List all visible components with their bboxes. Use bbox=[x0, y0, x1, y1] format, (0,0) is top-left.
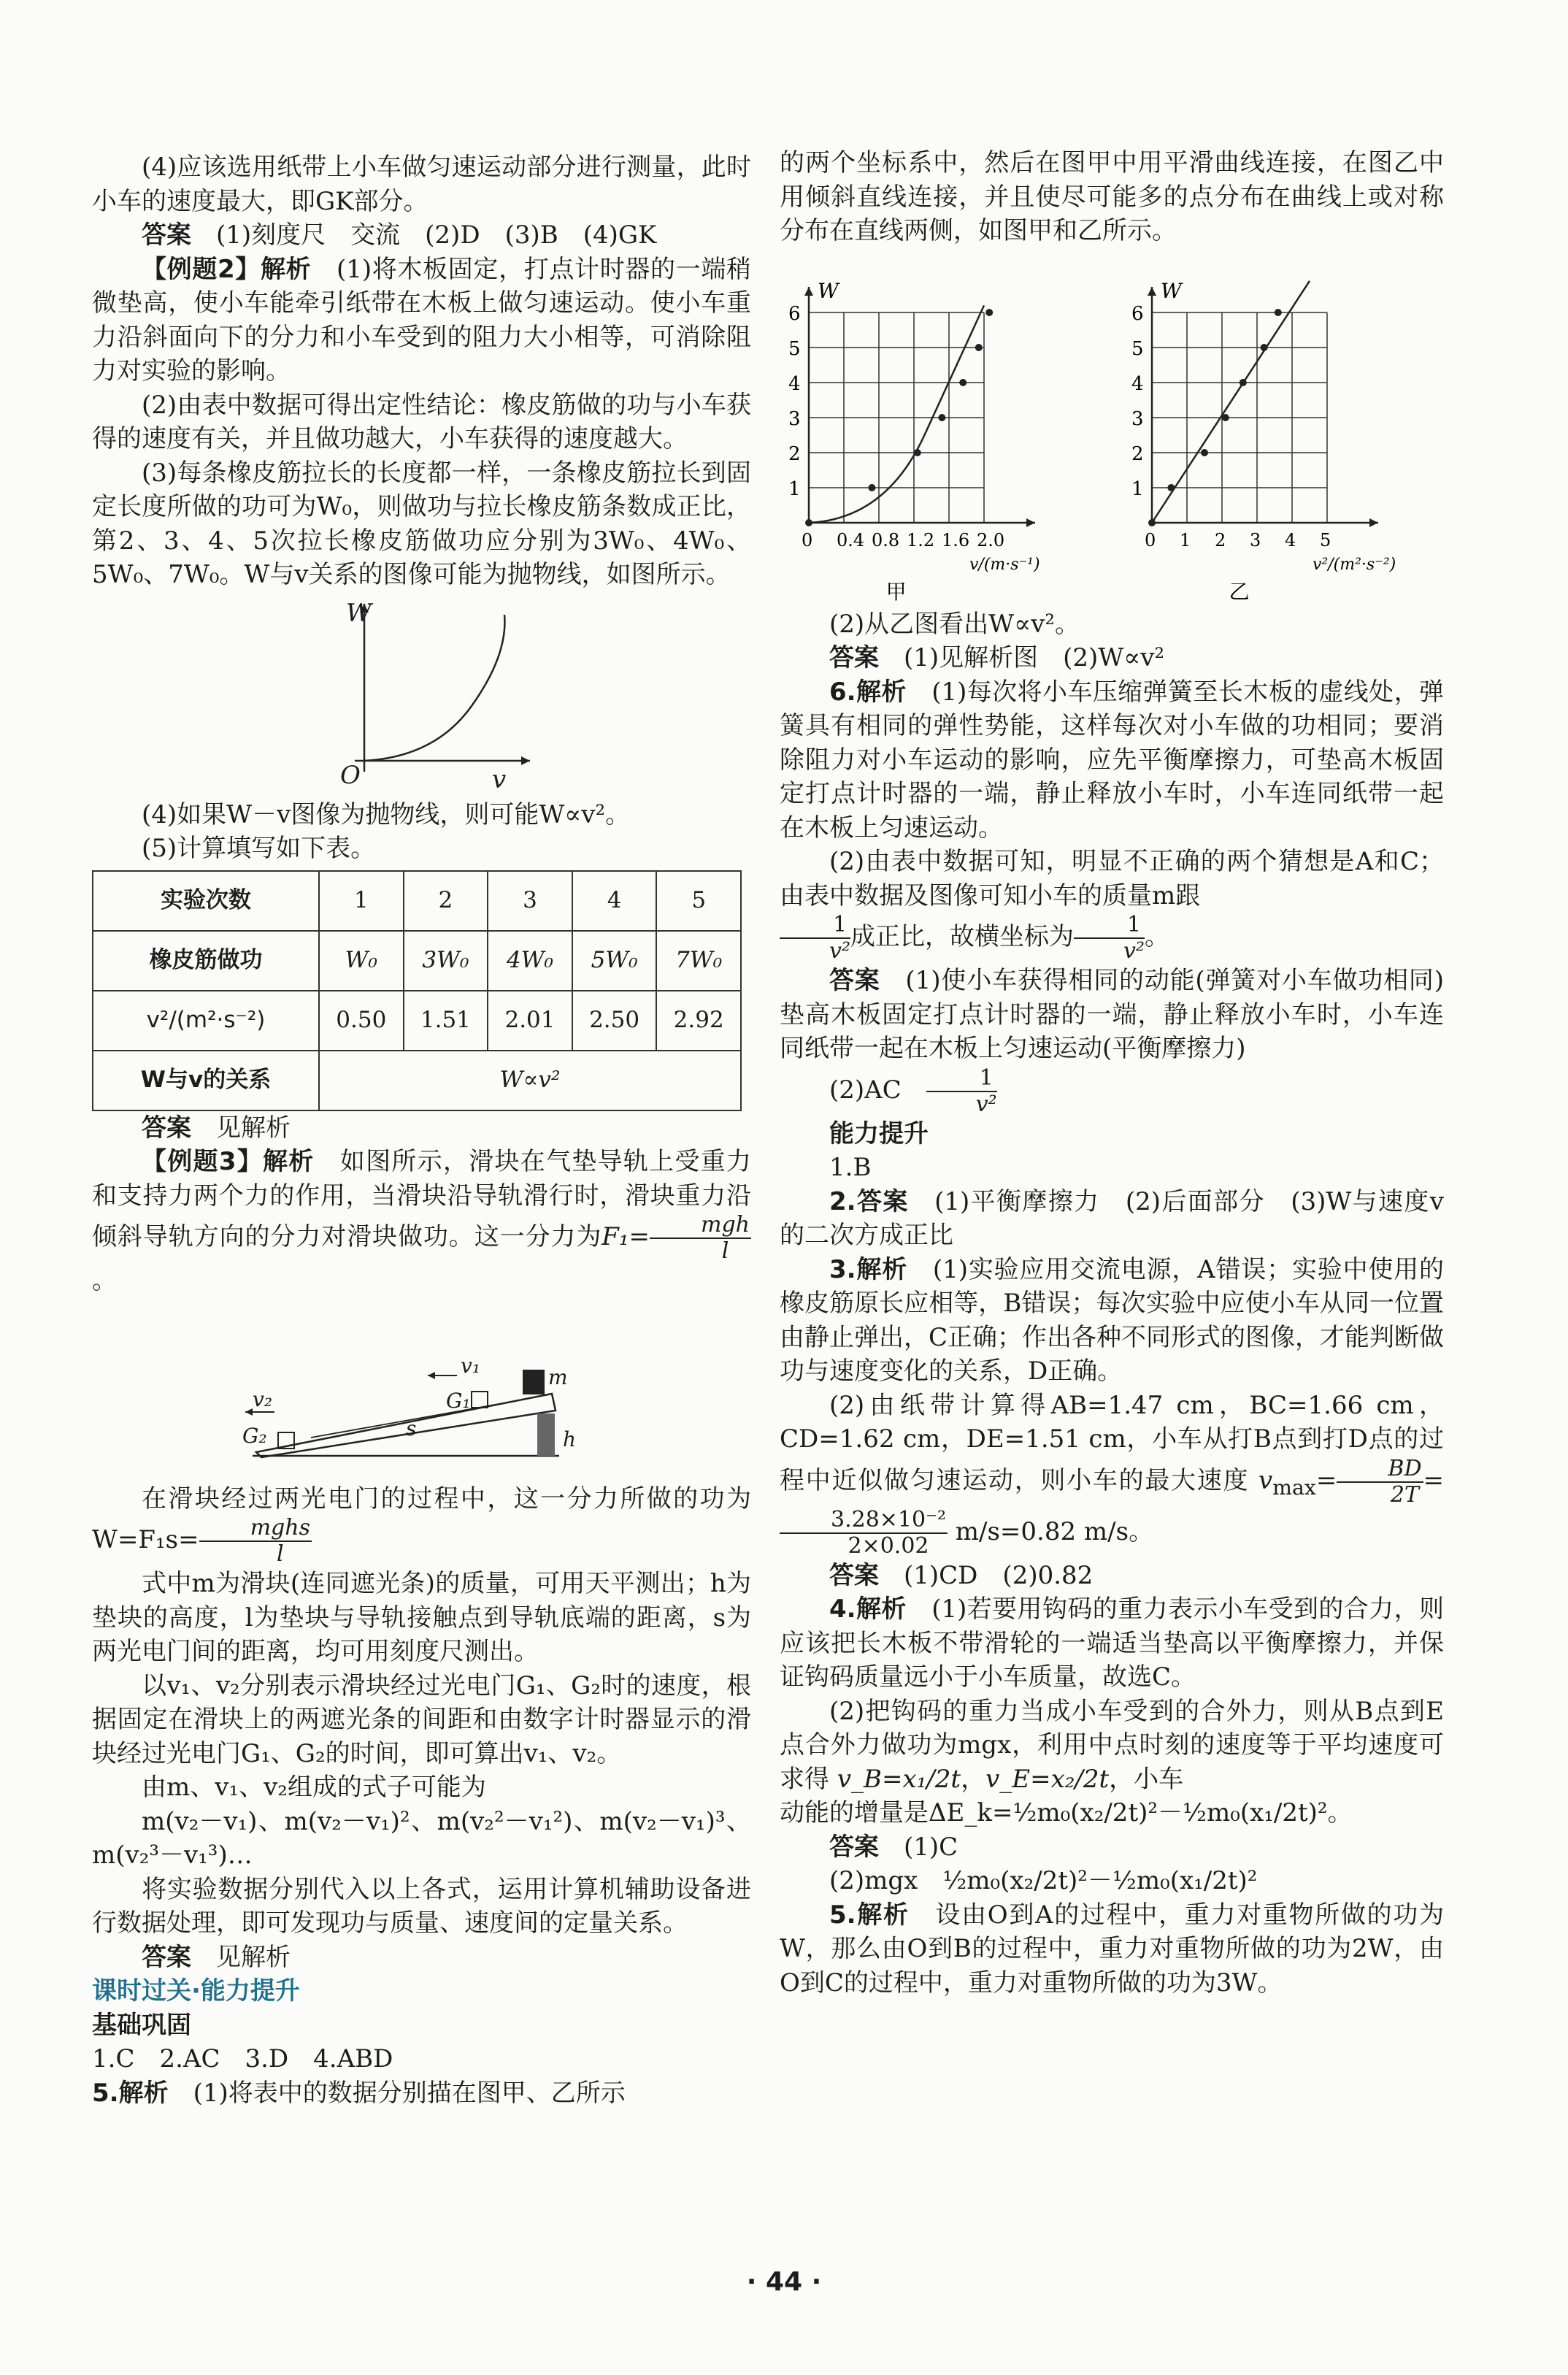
label-h: h bbox=[563, 1427, 577, 1451]
table-cell: 橡皮筋做功 bbox=[93, 931, 319, 991]
y-tick-label: 2 bbox=[788, 442, 801, 465]
y-tick-label: 6 bbox=[1131, 302, 1144, 325]
table-cell: v²/(m²·s⁻²) bbox=[93, 991, 319, 1051]
paragraph: 以v₁、v₂分别表示滑块经过光电门G₁、G₂时的速度，根据固定在滑块上的两遮光条的间距和由数字计时器显示的滑块经过光电门G₁、G₂的时间，即可算出v₁、v₂。 bbox=[92, 1670, 751, 1768]
y-axis-label: W bbox=[1161, 278, 1182, 303]
y-tick-label: 3 bbox=[788, 407, 801, 430]
paragraph: (2)从乙图看出W∝v²。 bbox=[829, 609, 1080, 639]
table-cell: W₀ bbox=[319, 931, 404, 991]
label-s: s bbox=[406, 1416, 417, 1440]
y-axis-label: W bbox=[818, 278, 839, 303]
table-cell: 2 bbox=[404, 871, 488, 931]
answer-line: 2.答案 (1)平衡摩擦力 (2)后面部分 (3)W与速度v的二次方成正比 bbox=[780, 1186, 1444, 1250]
question-5b: 5.解析 设由O到A的过程中，重力对重物所做的功为W，那么由O到B的过程中，重力对重物所做的功为2W，由O到C的过程中，重力对重物所做的功为3W。 bbox=[780, 1900, 1445, 1998]
table-cell: 1 bbox=[319, 871, 404, 931]
x-tick-label: 0 bbox=[802, 529, 813, 550]
y-axis-arrow bbox=[1148, 287, 1156, 296]
paragraph: 在滑块经过两光电门的过程中，这一分力所做的功为W=F₁s= $\frac{\text{mghs}}{l}$ bbox=[92, 1484, 751, 1567]
paragraph: 式中m为滑块(连同遮光条)的质量，可用天平测出；h为垫块的高度，l为垫块与导轨接触点到导轨底端的距离，s为两光电门间的距离，均可用刻度尺测出。 bbox=[92, 1569, 751, 1666]
axis-label-w: W bbox=[346, 598, 372, 628]
paragraph: (2)由表中数据可得出定性结论：橡皮筋做的功与小车获得的速度有关，并且做功越大，小车获得的速度越大。 bbox=[92, 390, 751, 453]
answer-line: 答案 (1)使小车获得相同的动能(弹簧对小车做功相同) 垫高木板固定打点计时器的一端，静止释放小车时，小车连同纸带一起在木板上匀速运动(平衡摩擦力) bbox=[780, 966, 1469, 1063]
data-point bbox=[805, 519, 812, 526]
y-tick-label: 1 bbox=[788, 477, 801, 500]
table-cell: 2.50 bbox=[572, 991, 657, 1051]
table-cell: 0.50 bbox=[319, 991, 404, 1051]
y-axis-arrow bbox=[804, 287, 813, 296]
label-m: m bbox=[548, 1365, 568, 1389]
data-point bbox=[914, 449, 921, 456]
x-axis-label: v²/(m²·s⁻²) bbox=[1313, 555, 1396, 574]
page-number: · 44 · bbox=[746, 2267, 822, 2297]
table-cell: 2.92 bbox=[656, 991, 741, 1051]
table-row bbox=[93, 1051, 741, 1110]
question-6: 6.解析 (1)每次将小车压缩弹簧至长木板的虚线处，弹簧具有相同的弹性势能，这样每次对小车做的功相同；要消除阻力对小车运动的影响，应先平衡摩擦力，可垫高木板固定打点计时器的一端，静止释放小车时，小车连同纸带一起在木板上匀速运动。 bbox=[780, 677, 1444, 843]
x-axis-label: v/(m·s⁻¹) bbox=[969, 555, 1040, 574]
paragraph: (2)由表中数据可知，明显不正确的两个猜想是A和C；由表中数据及图像可知小车的质量m跟 $\frac{1}{\text{v²}}$ 成正比，故横坐标为 $\frac{1}{\text{v²}}$ 。 bbox=[780, 847, 1444, 964]
y-tick-label: 2 bbox=[1131, 442, 1144, 465]
table-cell: 3 bbox=[488, 871, 572, 931]
answers-line: 1.C 2.AC 3.D 4.ABD bbox=[92, 2044, 393, 2073]
paragraph: m(v₂－v₁)、m(v₂－v₁)²、m(v₂²－v₁²)、m(v₂－v₁)³、m(v₂³－v₁³)… bbox=[92, 1806, 751, 1870]
example-2: 【例题2】解析 (1)将木板固定，打点计时器的一端稍微垫高，使小车能牵引纸带在木板上做匀速运动。使小车重力沿斜面向下的分力和小车受到的阻力大小相等，可消除阻力对实验的影响。 bbox=[92, 254, 751, 385]
paragraph: (2)由纸带计算得AB=1.47 cm，BC=1.66 cm，CD=1.62 cm，DE=1.51 cm，小车从打B点到打D点的过程中近似做匀速运动，则小车的最大速度 $v_{max}=$ $\frac{BD}{2T}$ = $\frac{\text{3.28×10⁻²}}{2\times 0.02}$ m/s=0.82 m/s。 bbox=[780, 1390, 1445, 1559]
data-curve bbox=[809, 305, 984, 523]
table-cell: 7W₀ bbox=[656, 931, 741, 991]
x-tick-label: 0 bbox=[1145, 529, 1156, 550]
graph-caption: 甲 bbox=[885, 579, 907, 603]
air-track-diagram bbox=[92, 1302, 751, 1478]
left-column bbox=[92, 150, 751, 2110]
answer-line: 答案 见解析 bbox=[142, 1113, 291, 1143]
paragraph: 动能的增量是ΔE_k=½m₀(x₂/2t)²－½m₀(x₁/2t)²。 bbox=[780, 1798, 1353, 1827]
table-cell: 1.51 bbox=[404, 991, 488, 1051]
answer-line: 答案 (1)C bbox=[829, 1832, 958, 1862]
paragraph: (3)每条橡皮筋拉长的长度都一样，一条橡皮筋拉长到固定长度所做的功可为W₀，则做功与拉长橡皮筋条数成正比，第2、3、4、5次拉长橡皮筋做功应分别为3W₀、4W₀、5W₀、7W₀。W与v关系的图像可能为抛物线，如图所示。 bbox=[92, 458, 751, 589]
table-row bbox=[93, 991, 741, 1051]
label-v1: v₁ bbox=[461, 1353, 481, 1378]
answer-line: 1.B bbox=[829, 1153, 872, 1182]
table-cell: 实验次数 bbox=[93, 871, 319, 931]
x-tick-label: 0.4 bbox=[837, 529, 865, 550]
x-tick-label: 2 bbox=[1215, 529, 1226, 550]
x-axis-arrow bbox=[1369, 518, 1378, 527]
table-cell: 3W₀ bbox=[404, 931, 488, 991]
answer-line: (2)AC $\frac{1}{\text{v²}}$ bbox=[829, 1064, 997, 1117]
answer-line: 答案 (1)见解析图 (2)W∝v² bbox=[829, 643, 1165, 672]
label-g1: G₁ bbox=[446, 1388, 471, 1413]
axis-origin: O bbox=[340, 760, 361, 790]
label-v2: v₂ bbox=[253, 1386, 273, 1411]
y-tick-label: 1 bbox=[1131, 477, 1144, 500]
example-3: 【例题3】解析 如图所示，滑块在气垫导轨上受重力和支持力两个力的作用，当滑块沿导轨滑行时，滑块重力沿倾斜导轨方向的分力对滑块做功。这一分力为F₁= $\frac{\text{mgh}}{l}$ 。 bbox=[92, 1147, 752, 1295]
y-tick-label: 4 bbox=[1131, 372, 1144, 395]
data-point bbox=[1261, 344, 1268, 351]
table-cell: 5W₀ bbox=[572, 931, 657, 991]
question-4: 4.解析 (1)若要用钩码的重力表示小车受到的合力，则应该把长木板不带滑轮的一端适当垫高以平衡摩擦力，并保证钩码质量远小于小车质量，故选C。 bbox=[780, 1595, 1444, 1692]
data-point bbox=[1167, 484, 1175, 491]
table-cell: 2.01 bbox=[488, 991, 572, 1051]
right-column bbox=[780, 146, 1469, 2000]
answer-line: 答案 (1)刻度尺 交流 (2)D (3)B (4)GK bbox=[142, 220, 657, 250]
data-point bbox=[1222, 414, 1229, 421]
question-3: 3.解析 (1)实验应用交流电源，A错误；实验中使用的橡皮筋原长应相等，B错误；每次实验中应使小车从同一位置由静止弹出，C正确；作出各种不同形式的图像，才能判断做功与速度变化的关系，D正确。 bbox=[780, 1254, 1445, 1386]
label-g2: G₂ bbox=[242, 1423, 267, 1448]
table-cell: W与v的关系 bbox=[93, 1051, 319, 1110]
data-point bbox=[1275, 309, 1282, 316]
data-point bbox=[938, 414, 945, 421]
table-cell: 4W₀ bbox=[488, 931, 572, 991]
paragraph: 的两个坐标系中，然后在图甲中用平滑曲线连接，在图乙中用倾斜直线连接，并且使尽可能多的点分布在曲线上或对称分布在直线两侧，如图甲和乙所示。 bbox=[780, 148, 1444, 245]
y-tick-label: 3 bbox=[1131, 407, 1144, 430]
paragraph: 由m、v₁、v₂组成的式子可能为 bbox=[142, 1773, 486, 1802]
data-point bbox=[1240, 379, 1247, 386]
table-cell: 5 bbox=[656, 871, 741, 931]
paragraph: 将实验数据分别代入以上各式，运用计算机辅助设备进行数据处理，即可发现功与质量、速度间的定量关系。 bbox=[92, 1874, 751, 1938]
paragraph: (4)如果W－v图像为抛物线，则可能W∝v²。 bbox=[142, 799, 631, 829]
data-curve bbox=[1152, 280, 1310, 522]
paragraph: (5)计算填写如下表。 bbox=[142, 834, 376, 863]
data-point bbox=[1148, 519, 1156, 526]
y-tick-label: 6 bbox=[788, 302, 801, 325]
data-table bbox=[92, 870, 742, 1111]
x-tick-label: 1 bbox=[1180, 529, 1191, 550]
data-point bbox=[868, 484, 875, 491]
table-cell: 4 bbox=[572, 871, 657, 931]
y-tick-label: 4 bbox=[788, 372, 801, 395]
subsection-title: 基础巩固 bbox=[92, 2010, 191, 2040]
section-title: 课时过关·能力提升 bbox=[92, 1976, 300, 2006]
axis-label-v: v bbox=[492, 764, 507, 794]
subsection-title: 能力提升 bbox=[829, 1119, 929, 1148]
graphs-svg bbox=[780, 253, 1444, 603]
answer-line: (2)mgx ½m₀(x₂/2t)²－½m₀(x₁/2t)² bbox=[829, 1866, 1258, 1895]
y-tick-label: 5 bbox=[788, 337, 801, 360]
answer-line: 答案 (1)CD (2)0.82 bbox=[829, 1560, 1094, 1590]
table-cell: W∝v² bbox=[319, 1051, 741, 1110]
graph-caption: 乙 bbox=[1229, 579, 1250, 603]
data-point bbox=[985, 309, 993, 316]
x-axis-arrow bbox=[1026, 518, 1035, 527]
data-point bbox=[959, 379, 966, 386]
paragraph: (2)把钩码的重力当成小车受到的合外力，则从B点到E点合外力做功为mgx，利用中点时刻的速度等于平均速度可求得 v_B=x₁/2t，v_E=x₂/2t，小车 bbox=[780, 1696, 1444, 1794]
question-5: 5.解析 (1)将表中的数据分别描在图甲、乙所示 bbox=[92, 2078, 626, 2108]
answer-line: 答案 见解析 bbox=[142, 1942, 291, 1972]
table-row bbox=[93, 871, 741, 931]
x-tick-label: 1.2 bbox=[907, 529, 935, 550]
x-tick-label: 4 bbox=[1285, 529, 1296, 550]
graphs-row bbox=[780, 253, 1444, 603]
data-point bbox=[1201, 449, 1208, 456]
x-tick-label: 3 bbox=[1250, 529, 1261, 550]
paragraph: (4)应该选用纸带上小车做匀速运动部分进行测量，此时小车的速度最大，即GK部分。 bbox=[92, 153, 751, 216]
table-row bbox=[93, 931, 741, 991]
x-tick-label: 2.0 bbox=[977, 529, 1005, 550]
x-tick-label: 1.6 bbox=[942, 529, 970, 550]
x-tick-label: 5 bbox=[1320, 529, 1331, 550]
x-tick-label: 0.8 bbox=[872, 529, 900, 550]
parabola-graph bbox=[92, 596, 751, 794]
data-point bbox=[975, 344, 983, 351]
y-tick-label: 5 bbox=[1131, 337, 1144, 360]
